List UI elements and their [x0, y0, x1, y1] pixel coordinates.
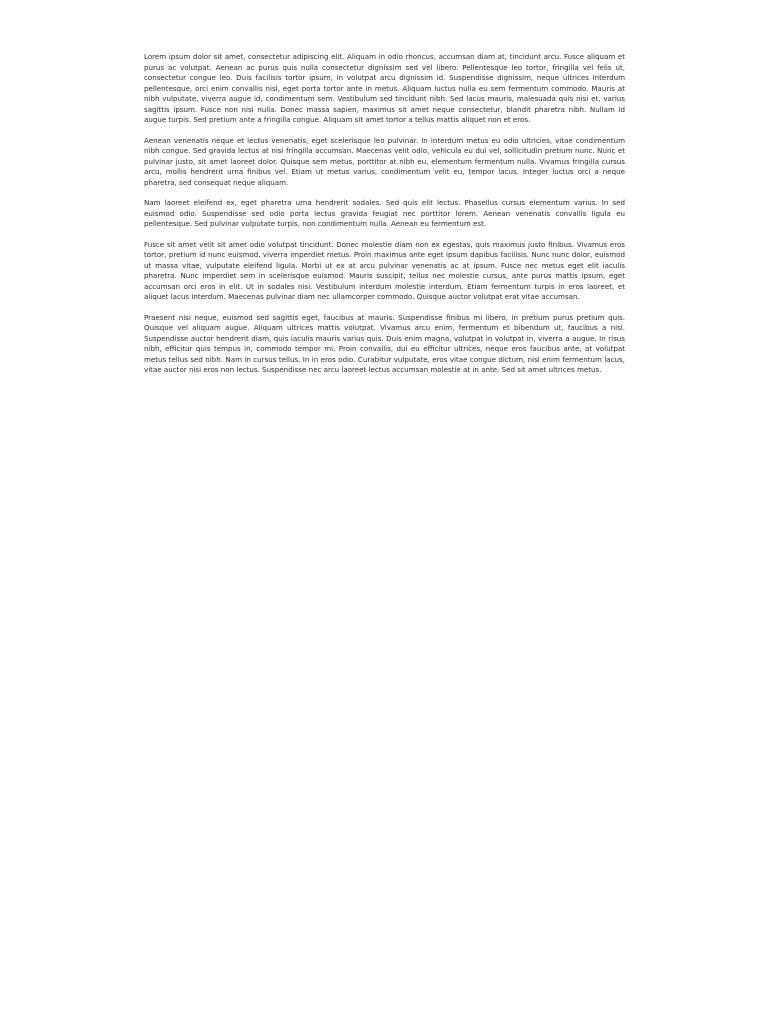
paragraph-1: Lorem ipsum dolor sit amet, consectetur adipiscing elit. Aliquam in odio rhoncus, accumsan diam at, tincidunt arcu. Fusce aliquam et purus ac volutpat. Aenean ac purus quis nulla consectetur dignissim sed vel libero. Pellentesque leo tortor, fringilla vel felis ut, consectetur congue leo. Duis facilisis tortor ipsum, in volutpat arcu dignissim id. Suspendisse dignissim, neque ultrices interdum pellentesque, orci enim convallis nisl, eget porta tortor ante in metus. Aliquam luctus nulla eu sem fermentum commodo. Mauris at nibh vulputate, viverra augue id, condimentum sem. Vestibulum sed tincidunt nibh. Sed lacus mauris, malesuada quis nisi et, varius sagittis ipsum. Fusce non nisi nulla. Donec massa sapien, maximus sit amet neque consectetur, blandit pharetra nibh. Nullam id augue turpis. Sed pretium ante a fringilla congue. Aliquam sit amet tortor a tellus mattis aliquet non et eros. [144, 52, 625, 124]
paragraph-2: Aenean venenatis neque et lectus venenatis, eget scelerisque leo pulvinar. In interdum metus eu odio ultricies, vitae condimentum nibh congue. Sed gravida lectus at nisi fringilla accumsan. Maecenas velit odio, vehicula eu dui vel, sollicitudin pretium nunc. Nunc et pulvinar justo, sit amet laoreet dolor. Quisque sem metus, porttitor at nibh eu, elementum fermentum nulla. Vivamus fringilla cursus arcu, mollis hendrerit urna finibus vel. Etiam ut metus varius, condimentum velit eu, tempor lacus. Integer luctus orci a neque pharetra, sed consequat neque aliquam. [144, 135, 625, 187]
document-body [144, 52, 625, 386]
paragraph-4: Fusce sit amet velit sit amet odio volutpat tincidunt. Donec molestie diam non ex egestas, quis maximus justo finibus. Vivamus eros tortor, pretium id nunc euismod, viverra imperdiet metus. Proin maximus ante eget ipsum dapibus facilisis. Nunc nunc dolor, euismod ut massa vitae, vulputate eleifend ligula. Morbi ut ex at arcu pulvinar venenatis ac at ipsum. Fusce nec metus eget elit iaculis pharetra. Nunc imperdiet sem in scelerisque euismod. Mauris suscipit, tellus nec molestie cursus, ante purus mattis ipsum, eget accumsan orci eros in elit. Ut in sodales nisi. Vestibulum interdum molestie interdum. Etiam fermentum turpis in eros laoreet, et aliquet lacus interdum. Maecenas pulvinar diam nec ullamcorper commodo. Quisque auctor volutpat erat vitae accumsan. [144, 239, 625, 301]
paragraph-3: Nam laoreet eleifend ex, eget pharetra urna hendrerit sodales. Sed quis elit lectus. Phasellus cursus elementum varius. In sed euismod odio. Suspendisse sed odio porta lectus gravida feugiat nec porttitor lorem. Aenean venenatis convallis ligula eu pellentesque. Sed pulvinar vulputate turpis, non condimentum nulla. Aenean eu fermentum est. [144, 198, 625, 228]
paragraph-5: Praesent nisi neque, euismod sed sagittis eget, faucibus at mauris. Suspendisse finibus mi libero, in pretium purus pretium quis. Quisque vel aliquam augue. Aliquam ultrices mattis volutpat. Vivamus arcu enim, fermentum et bibendum ut, faucibus a nisl. Suspendisse auctor hendrerit diam, quis iaculis mauris varius quis. Duis enim magna, volutpat in volutpat in, viverra a augue. In risus nibh, efficitur quis tempus in, commodo tempor mi. Proin convallis, dui eu efficitur ultrices, neque eros faucibus ante, at volutpat metus tellus sed nibh. Nam in cursus tellus. In in eros odio. Curabitur vulputate, eros vitae congue dictum, nisl enim fermentum lacus, vitae auctor nisi eros non lectus. Suspendisse nec arcu laoreet lectus accumsan molestie at in ante. Sed sit amet ultrices metus. [144, 312, 625, 374]
